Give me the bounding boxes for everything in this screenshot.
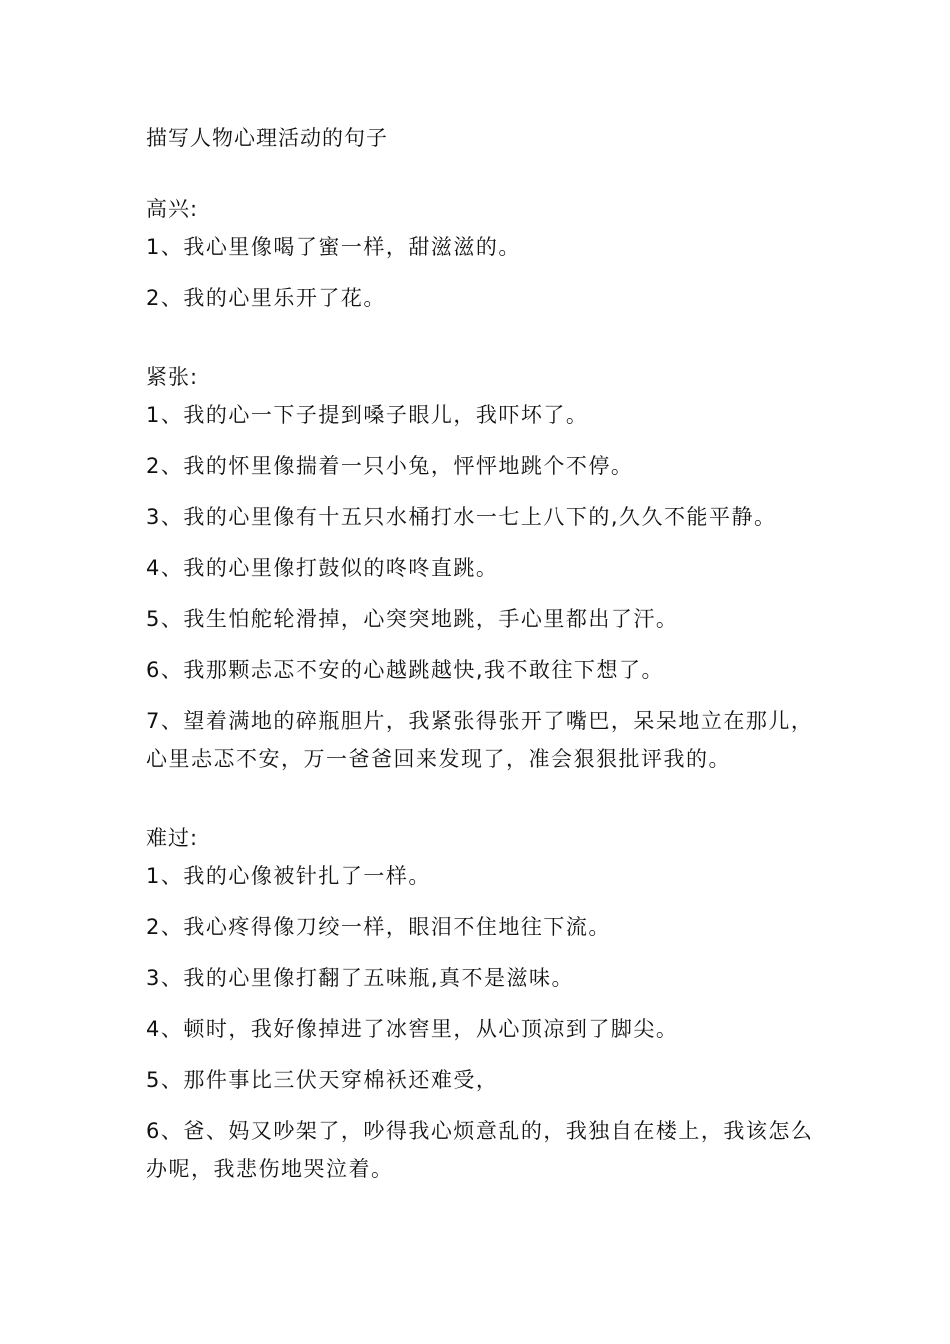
sentence-line: 4、顿时，我好像掉进了冰窖里，从心顶凉到了脚尖。 xyxy=(146,1017,679,1041)
sentence-line: 7、望着满地的碎瓶胆片，我紧张得张开了嘴巴，呆呆地立在那儿，心里忐忑不安，万一爸爸回来发现了，准会狠狠批评我的。 xyxy=(146,709,814,771)
sentence-line: 6、我那颗忐忑不安的心越跳越快,我不敢往下想了。 xyxy=(146,658,665,682)
sentence-line: 4、我的心里像打鼓似的咚咚直跳。 xyxy=(146,556,499,580)
sentence-line: 2、我心疼得像刀绞一样，眼泪不住地往下流。 xyxy=(146,915,611,939)
sentence-line: 1、我心里像喝了蜜一样，甜滋滋的。 xyxy=(146,235,521,259)
section-sad xyxy=(146,819,826,1188)
section-happy xyxy=(146,190,826,317)
document-title: 描写人物心理活动的句子 xyxy=(146,126,388,150)
sentence-line: 6、爸、妈又吵架了，吵得我心烦意乱的，我独自在楼上，我该怎么办呢，我悲伤地哭泣着。 xyxy=(146,1119,814,1181)
section-heading: 难过: xyxy=(146,826,199,850)
sentence-line: 2、我的心里乐开了花。 xyxy=(146,286,386,310)
section-heading: 高兴: xyxy=(146,197,199,221)
sentence-line: 3、我的心里像打翻了五味瓶,真不是滋味。 xyxy=(146,966,575,990)
section-spacer xyxy=(146,791,826,819)
sentence-line: 1、我的心像被针扎了一样。 xyxy=(146,864,431,888)
section-nervous xyxy=(146,358,826,778)
document-body xyxy=(146,118,826,1201)
sentence-line: 5、我生怕舵轮滑掉，心突突地跳，手心里都出了汗。 xyxy=(146,607,679,631)
sentence-line: 5、那件事比三伏天穿棉袄还难受， xyxy=(146,1068,499,1092)
section-spacer xyxy=(146,330,826,358)
section-heading: 紧张: xyxy=(146,365,199,389)
sentence-line: 2、我的怀里像揣着一只小兔，怦怦地跳个不停。 xyxy=(146,454,634,478)
sentence-line: 3、我的心里像有十五只水桶打水一七上八下的,久久不能平静。 xyxy=(146,505,777,529)
sentence-line: 1、我的心一下子提到嗓子眼儿，我吓坏了。 xyxy=(146,403,589,427)
